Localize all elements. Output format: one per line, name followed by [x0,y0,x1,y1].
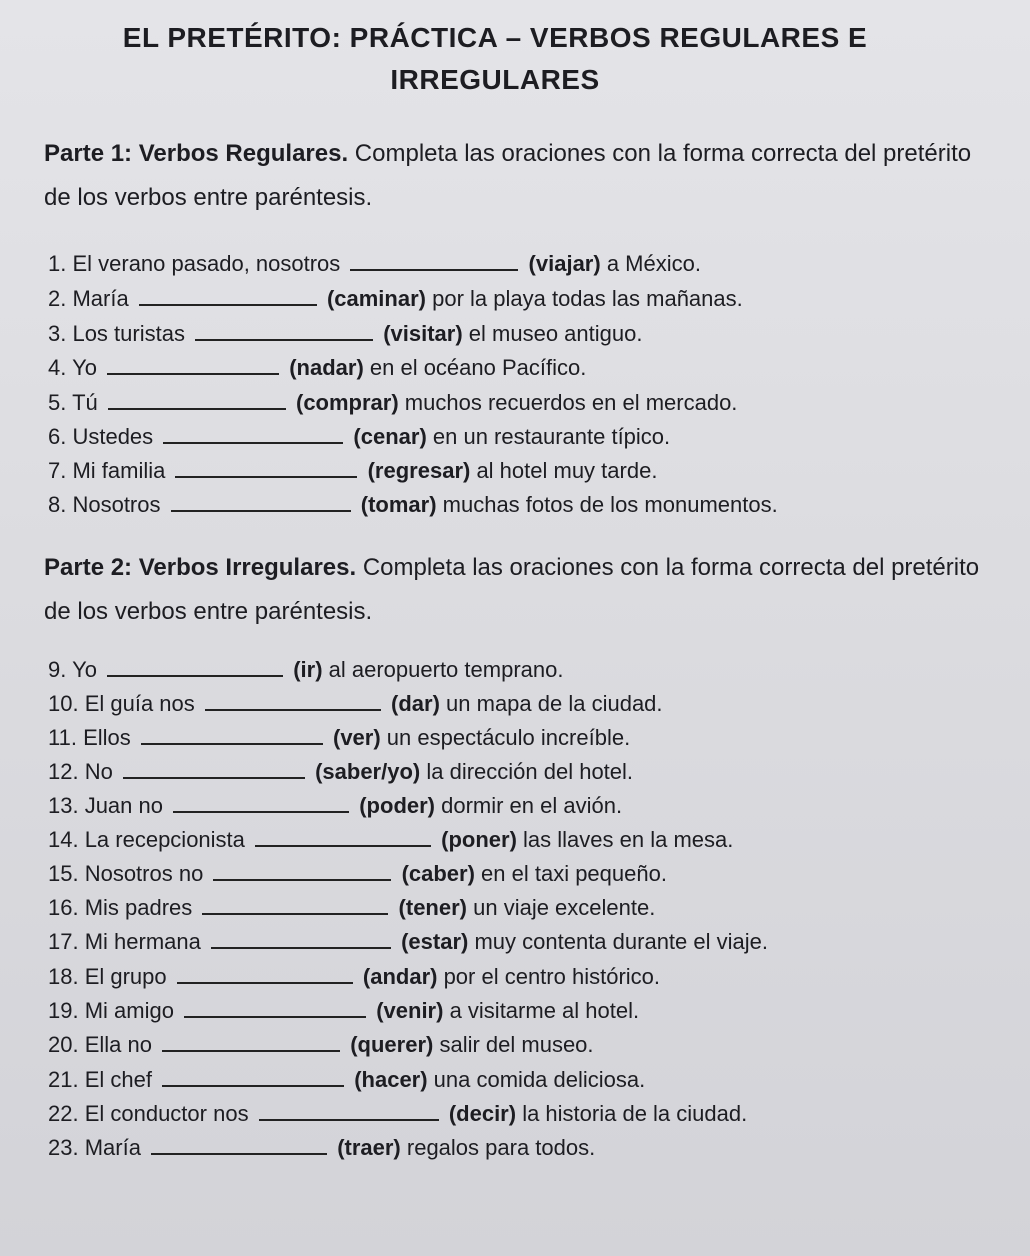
exercise-item-12 [48,758,633,786]
answer-blank[interactable] [162,1032,340,1052]
item-subject: 20. Ella no [48,1032,152,1057]
exercise-item-19 [48,997,639,1025]
item-verb: (caminar) [326,286,426,311]
part2-heading: Parte 2: Verbos Irregulares. [44,554,357,581]
exercise-item-5 [48,389,737,417]
item-rest: un viaje excelente. [467,895,656,920]
item-subject: 22. El conductor nos [48,1101,249,1126]
item-verb: (andar) [362,964,438,989]
item-verb: (tener) [398,895,467,920]
item-subject: 11. Ellos [48,725,131,750]
exercise-item-20 [48,1031,594,1059]
item-subject: 8. Nosotros [48,492,161,517]
item-subject: 17. Mi hermana [48,929,201,954]
item-verb: (dar) [391,691,440,716]
item-verb: (ir) [293,657,323,682]
answer-blank[interactable] [163,424,343,444]
item-rest: al aeropuerto temprano. [322,657,564,682]
item-subject: 4. Yo [48,355,97,380]
item-verb: (hacer) [354,1067,428,1092]
answer-blank[interactable] [107,355,279,375]
answer-blank[interactable] [173,793,349,813]
part2-instructions [44,546,984,634]
exercise-item-13 [48,792,622,820]
item-verb: (tomar) [360,492,437,517]
exercise-item-10 [48,690,663,718]
item-rest: en el taxi pequeño. [474,861,667,886]
part1-instruction-text: Completa las oraciones con la forma correcta del pretérito de los verbos entre paréntesis. [44,140,972,211]
part1-instructions [44,132,984,220]
exercise-item-15 [48,860,667,888]
answer-blank[interactable] [205,691,381,711]
item-rest: muy contenta durante el viaje. [468,929,768,954]
item-verb: (regresar) [367,458,471,483]
answer-blank[interactable] [259,1101,439,1121]
item-verb: (nadar) [289,355,364,380]
item-rest: salir del museo. [433,1032,594,1057]
item-subject: 23. María [48,1135,141,1160]
item-verb: (poner) [441,827,517,852]
exercise-item-17 [48,928,768,956]
item-subject: 16. Mis padres [48,895,193,920]
answer-blank[interactable] [177,964,353,984]
item-subject: 18. El grupo [48,964,167,989]
answer-blank[interactable] [211,929,391,949]
item-subject: 2. María [48,286,129,311]
exercise-item-2 [48,285,743,313]
item-verb: (saber/yo) [315,759,421,784]
item-verb: (viajar) [528,251,601,276]
answer-blank[interactable] [350,251,518,271]
answer-blank[interactable] [184,998,366,1018]
item-rest: la dirección del hotel. [420,759,634,784]
exercise-item-7 [48,457,657,485]
answer-blank[interactable] [255,827,431,847]
item-subject: 19. Mi amigo [48,998,174,1023]
item-subject: 9. Yo [48,657,97,682]
answer-blank[interactable] [107,657,283,677]
item-verb: (venir) [376,998,444,1023]
item-subject: 3. Los turistas [48,321,185,346]
exercise-item-18 [48,963,660,991]
part1-heading: Parte 1: Verbos Regulares. [44,140,349,167]
item-rest: un espectáculo increíble. [380,725,631,750]
item-rest: la historia de la ciudad. [516,1101,748,1126]
answer-blank[interactable] [171,492,351,512]
answer-blank[interactable] [175,458,357,478]
item-rest: un mapa de la ciudad. [439,691,663,716]
item-verb: (poder) [359,793,435,818]
item-verb: (visitar) [383,321,463,346]
item-verb: (querer) [350,1032,434,1057]
answer-blank[interactable] [162,1067,344,1087]
answer-blank[interactable] [139,286,317,306]
item-subject: 7. Mi familia [48,458,166,483]
item-rest: dormir en el avión. [435,793,623,818]
item-verb: (traer) [337,1135,401,1160]
exercise-item-9 [48,656,563,684]
item-verb: (comprar) [296,390,399,415]
item-verb: (caber) [401,861,475,886]
exercise-item-23 [48,1134,595,1162]
exercise-item-22 [48,1100,747,1128]
item-subject: 21. El chef [48,1067,152,1092]
exercise-item-4 [48,354,586,382]
item-rest: el museo antiguo. [462,321,643,346]
item-subject: 15. Nosotros no [48,861,204,886]
item-rest: en un restaurante típico. [426,424,671,449]
exercise-item-16 [48,894,655,922]
item-subject: 12. No [48,759,113,784]
worksheet-title-line-2: IRREGULARES [390,64,600,95]
item-rest: al hotel muy tarde. [470,458,658,483]
worksheet-title-line-1: EL PRETÉRITO: PRÁCTICA – VERBOS REGULARES E [122,22,868,53]
item-rest: en el océano Pacífico. [363,355,587,380]
answer-blank[interactable] [108,390,286,410]
exercise-item-1 [48,250,701,278]
item-subject: 5. Tú [48,390,98,415]
item-rest: a México. [600,251,701,276]
item-subject: 1. El verano pasado, nosotros [48,251,341,276]
part2-instruction-text: Completa las oraciones con la forma correcta del pretérito de los verbos entre paréntesis. [44,554,980,625]
answer-blank[interactable] [123,759,305,779]
answer-blank[interactable] [195,321,373,341]
item-rest: muchas fotos de los monumentos. [436,492,778,517]
item-rest: una comida deliciosa. [427,1067,646,1092]
item-rest: regalos para todos. [400,1135,596,1160]
exercise-item-11 [48,724,630,752]
item-subject: 10. El guía nos [48,691,195,716]
item-verb: (ver) [333,725,381,750]
answer-blank[interactable] [151,1135,327,1155]
exercise-item-6 [48,423,670,451]
item-rest: a visitarme al hotel. [443,998,640,1023]
item-subject: 6. Ustedes [48,424,154,449]
exercise-item-21 [48,1066,645,1094]
item-rest: por la playa todas las mañanas. [426,286,743,311]
item-subject: 13. Juan no [48,793,163,818]
item-verb: (decir) [448,1101,517,1126]
item-verb: (estar) [401,929,469,954]
item-subject: 14. La recepcionista [48,827,245,852]
answer-blank[interactable] [202,895,388,915]
exercise-item-8 [48,491,778,519]
item-rest: las llaves en la mesa. [516,827,734,852]
item-rest: por el centro histórico. [437,964,660,989]
answer-blank[interactable] [213,861,391,881]
item-rest: muchos recuerdos en el mercado. [398,390,738,415]
answer-blank[interactable] [141,725,323,745]
item-verb: (cenar) [353,424,427,449]
exercise-item-3 [48,320,642,348]
exercise-item-14 [48,826,733,854]
